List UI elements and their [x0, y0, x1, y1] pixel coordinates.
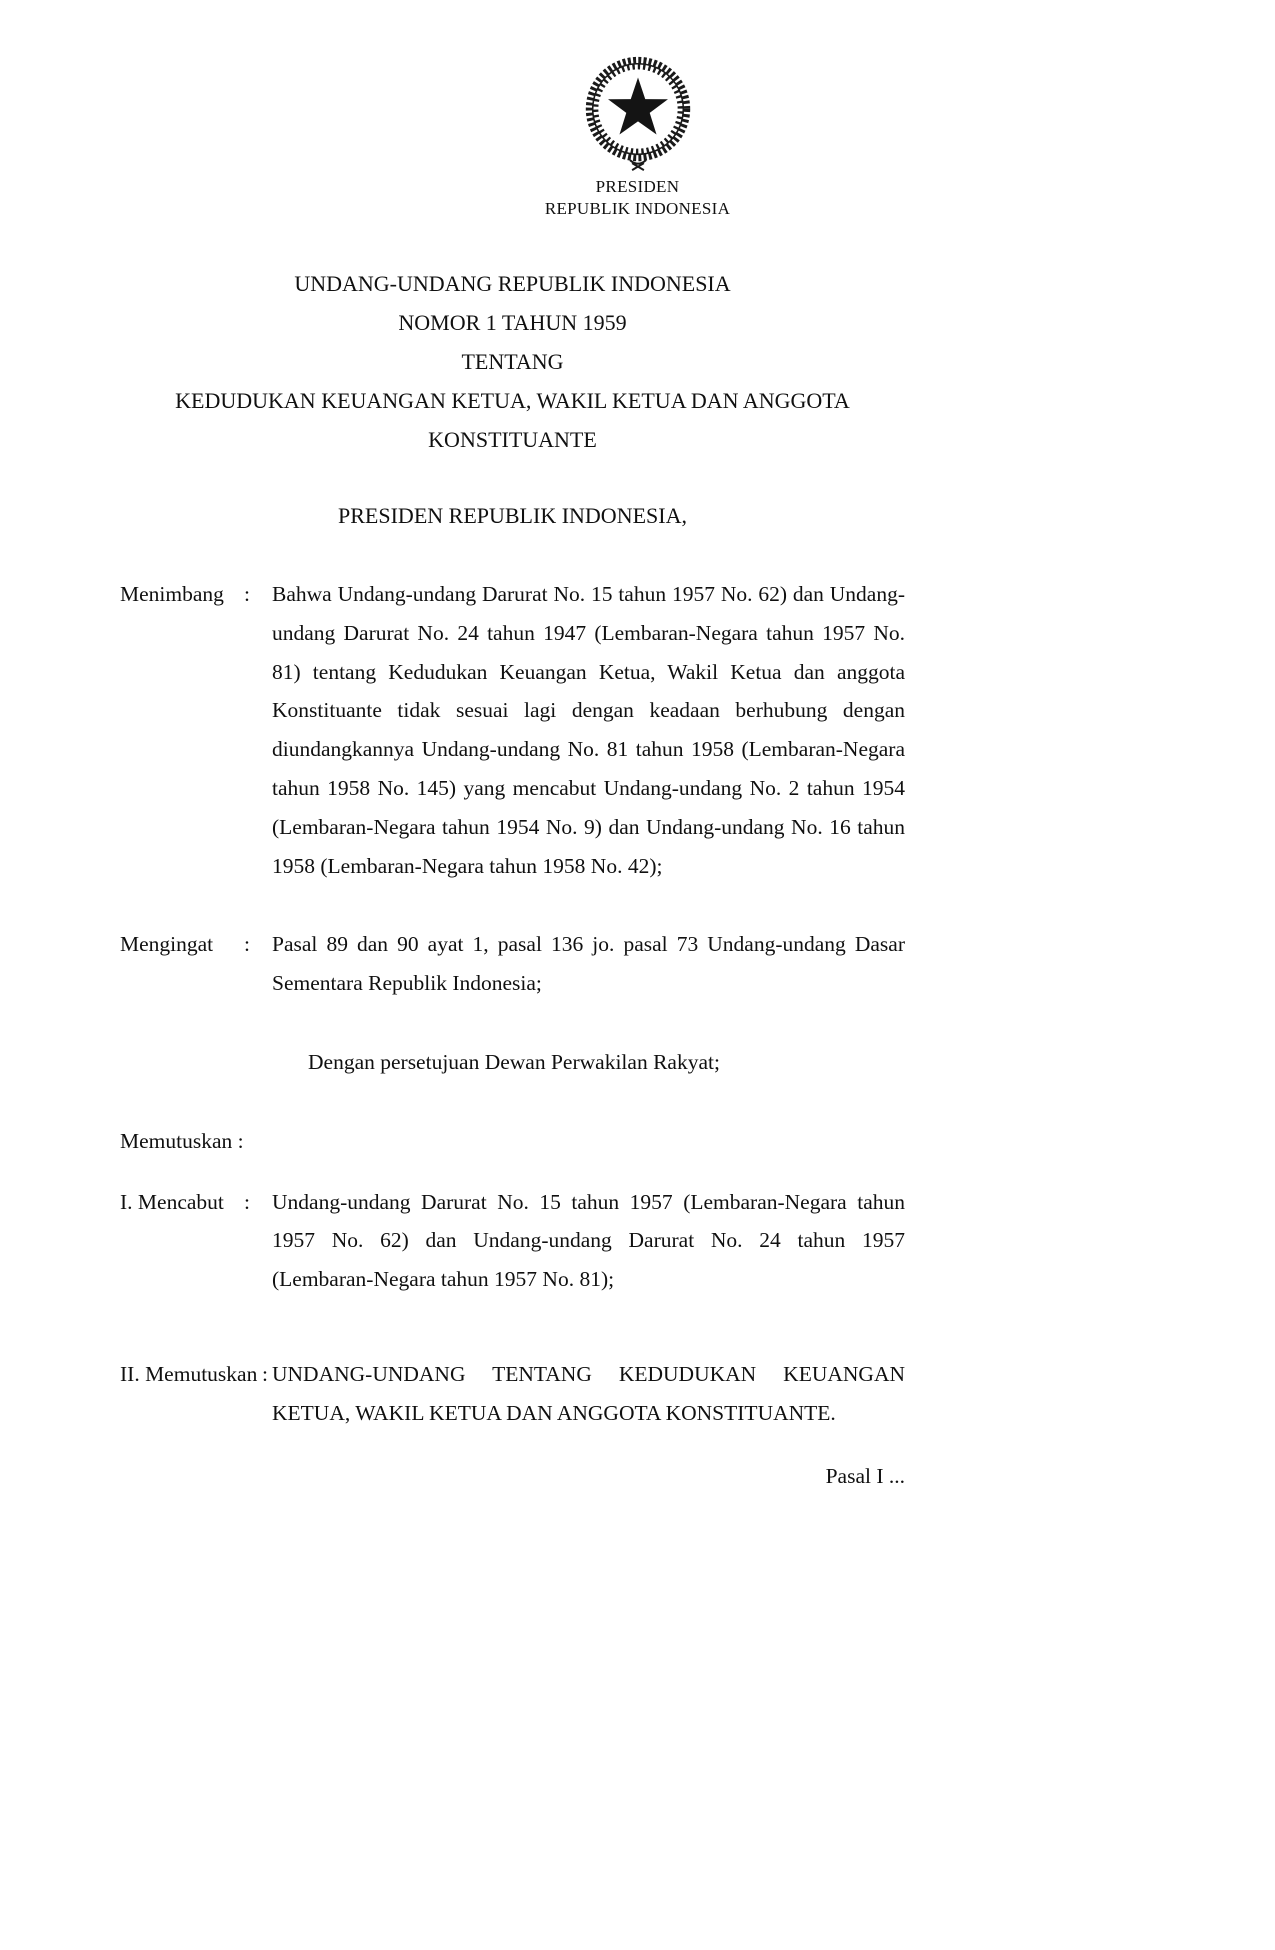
clause-term: Menimbang [120, 582, 224, 606]
clause-label [120, 575, 272, 885]
clause-colon: : [244, 1189, 250, 1214]
title-line-2: NOMOR 1 TAHUN 1959 [398, 310, 627, 335]
title-line-1: UNDANG-UNDANG REPUBLIK INDONESIA [294, 271, 731, 296]
clause-label [120, 925, 272, 1003]
clause-colon: : [262, 1361, 268, 1386]
clause-term: Mengingat [120, 932, 214, 957]
clause-term: II. Memutuskan [120, 1361, 258, 1386]
title-line-4: KEDUDUKAN KEUANGAN KETUA, WAKIL KETUA DAN ANGGOTA [175, 388, 850, 413]
agreement-line: Dengan persetujuan Dewan Perwakilan Rakyat; [308, 1049, 720, 1074]
document-body [120, 264, 905, 1495]
clause-menimbang [120, 575, 905, 885]
continuation-note: Pasal I ... [825, 1463, 905, 1488]
clause-term: I. Mencabut [120, 1189, 224, 1214]
preamble-line: PRESIDEN REPUBLIK INDONESIA, [338, 503, 687, 528]
clause-text: UNDANG-UNDANG TENTANG KEDUDUKAN KEUANGAN KETUA, WAKIL KETUA DAN ANGGOTA KONSTITUANTE. [272, 1361, 905, 1425]
clause-colon: : [244, 932, 250, 957]
clause-text: Bahwa Undang-undang Darurat No. 15 tahun 1957 No. 62) dan Undang-undang Darurat No. 24 tahun 1947 (Lembaran-Negara tahun 1957 No. 81) tentang Kedudukan Keuangan Ketua, Wakil Ketua dan anggota Konstituante tidak sesuai lagi dengan keadaan berhubung dengan diundangkannya Undang-undang No. 81 tahun 1958 (Lembaran-Negara tahun 1958 No. 145) yang mencabut Undang-undang No. 2 tahun 1954 (Lembaran-Negara tahun 1954 No. 9) dan Undang-undang No. 16 tahun 1958 (Lembaran-Negara tahun 1958 No. 42); [272, 582, 905, 878]
org-name-line1: PRESIDEN [595, 177, 680, 196]
clause-mencabut [120, 1183, 905, 1299]
clause-memutuskan [120, 1355, 905, 1433]
letterhead [0, 0, 1275, 220]
clause-text: Pasal 89 dan 90 ayat 1, pasal 136 jo. pasal 73 Undang-undang Dasar Sementara Republik Indonesia; [272, 932, 905, 996]
clause-mengingat [120, 925, 905, 1003]
clause-colon: : [244, 582, 250, 606]
clause-label [120, 1183, 272, 1299]
seal-svg [573, 46, 703, 176]
clause-label [120, 1355, 272, 1433]
decision-heading: Memutuskan : [120, 1128, 244, 1153]
presidential-seal-icon [573, 46, 703, 176]
title-line-5: KONSTITUANTE [428, 427, 597, 452]
title-line-3: TENTANG [461, 349, 564, 374]
document-title [120, 264, 905, 459]
org-name-line2: REPUBLIK INDONESIA [544, 199, 731, 218]
wreath-ribbon [630, 160, 646, 170]
clause-text: Undang-undang Darurat No. 15 tahun 1957 (Lembaran-Negara tahun 1957 No. 62) dan Undang-undang Darurat No. 24 tahun 1957 (Lembaran-Negara tahun 1957 No. 81); [272, 1189, 905, 1292]
star-glyph [608, 78, 668, 135]
